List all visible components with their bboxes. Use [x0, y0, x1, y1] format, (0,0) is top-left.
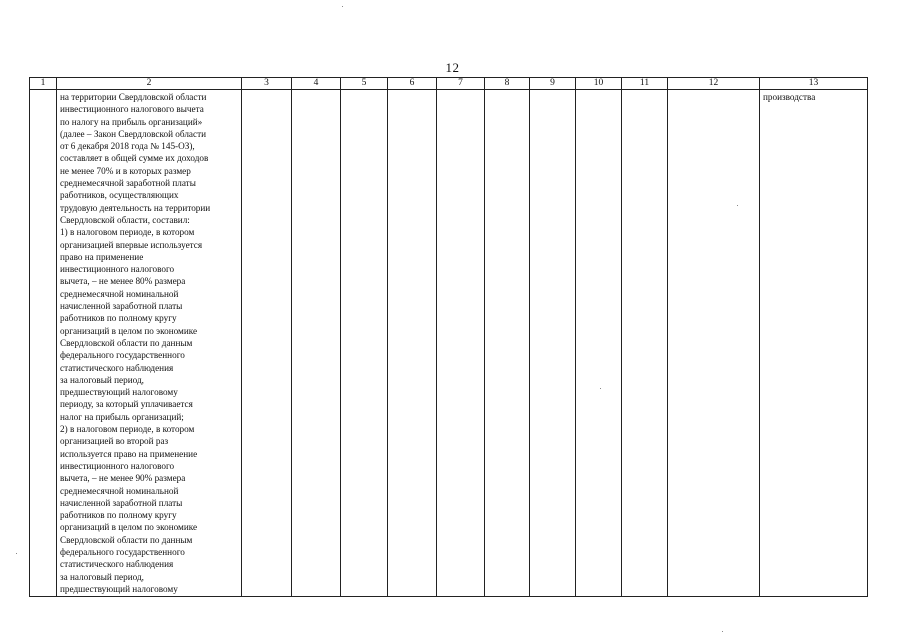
cell-col-3 — [242, 90, 292, 597]
cell-col-10 — [576, 90, 622, 597]
text-line: начисленной заработной платы — [60, 301, 183, 312]
page-number: 12 — [445, 60, 460, 75]
text-line: предшествующий налоговому — [60, 583, 178, 594]
cell-col-5 — [341, 90, 388, 597]
text-line: федерального государственного — [60, 546, 185, 557]
text-line: работников, осуществляющих — [60, 190, 179, 201]
column-header-4: 4 — [292, 78, 341, 90]
text-line: налог на прибыль организаций; — [60, 411, 184, 422]
text-line: организацией во второй раз — [60, 436, 169, 447]
scan-speck — [722, 631, 723, 632]
document-table — [29, 77, 868, 597]
text-line: организаций в целом по экономике — [60, 325, 198, 336]
column-header-13: 13 — [760, 78, 868, 90]
text-line: используется право на применение — [60, 448, 198, 459]
text-line: на территории Свердловской области — [60, 92, 207, 102]
text-line: инвестиционного налогового вычета — [60, 104, 204, 115]
text-line: среднемесячной номинальной — [60, 485, 179, 496]
text-line: инвестиционного налогового — [60, 460, 175, 471]
column-header-9: 9 — [530, 78, 576, 90]
cell-col-6 — [388, 90, 437, 597]
cell-col-7 — [437, 90, 485, 597]
text-line: статистического наблюдения — [60, 362, 174, 373]
column-header-7: 7 — [437, 78, 485, 90]
text-line: работников по полному кругу — [60, 510, 177, 521]
scan-speck — [342, 6, 343, 7]
table-row — [30, 90, 868, 597]
column-header-5: 5 — [341, 78, 388, 90]
text-line: от 6 декабря 2018 года № 145-ОЗ), — [60, 141, 195, 152]
text-line: статистического наблюдения — [60, 559, 174, 570]
text-line: среднемесячной номинальной — [60, 288, 179, 299]
text-line: среднемесячной заработной платы — [60, 178, 196, 189]
text-line: по налогу на прибыль организаций» — [60, 116, 203, 127]
scan-speck — [600, 388, 601, 389]
scan-speck — [737, 205, 738, 206]
cell-col-13-text: производства — [763, 92, 816, 102]
text-line: работников по полному кругу — [60, 313, 177, 324]
scan-speck — [16, 553, 17, 554]
column-header-10: 10 — [576, 78, 622, 90]
cell-col-8 — [485, 90, 530, 597]
cell-col-2 — [57, 90, 242, 597]
text-line: 1) в налоговом периоде, в котором — [60, 227, 195, 238]
text-line: вычета, – не менее 80% размера — [60, 276, 186, 287]
column-header-6: 6 — [388, 78, 437, 90]
header-row — [30, 78, 868, 90]
text-line: за налоговый период, — [60, 571, 144, 582]
column-header-11: 11 — [622, 78, 668, 90]
text-line: за налоговый период, — [60, 374, 144, 385]
column-header-3: 3 — [242, 78, 292, 90]
text-line: трудовую деятельность на территории — [60, 202, 211, 213]
text-line: организацией впервые используется — [60, 239, 203, 250]
text-line: Свердловской области по данным — [60, 337, 193, 348]
cell-col-1 — [30, 90, 57, 597]
text-line: предшествующий налоговому — [60, 387, 178, 398]
text-line: Свердловской области по данным — [60, 534, 193, 545]
text-line: вычета, – не менее 90% размера — [60, 473, 186, 484]
text-line: федерального государственного — [60, 350, 185, 361]
column-header-1: 1 — [30, 78, 57, 90]
column-header-8: 8 — [485, 78, 530, 90]
text-line: инвестиционного налогового — [60, 264, 175, 275]
cell-col-4 — [292, 90, 341, 597]
text-line: не менее 70% и в которых размер — [60, 165, 191, 176]
text-line: право на применение — [60, 251, 144, 262]
column-header-12: 12 — [668, 78, 760, 90]
text-line: Свердловской области, составил: — [60, 214, 190, 225]
column-header-2: 2 — [57, 78, 242, 90]
cell-col-11 — [622, 90, 668, 597]
cell-col-13 — [760, 90, 868, 597]
text-line: начисленной заработной платы — [60, 497, 183, 508]
cell-col-9 — [530, 90, 576, 597]
text-line: (далее – Закон Свердловской области — [60, 128, 206, 139]
text-line: составляет в общей сумме их доходов — [60, 153, 209, 164]
text-line: периоду, за который уплачивается — [60, 399, 193, 410]
cell-col-2-text — [57, 90, 241, 595]
cell-col-12 — [668, 90, 760, 597]
text-line: организаций в целом по экономике — [60, 522, 198, 533]
text-line: 2) в налоговом периоде, в котором — [60, 424, 195, 435]
